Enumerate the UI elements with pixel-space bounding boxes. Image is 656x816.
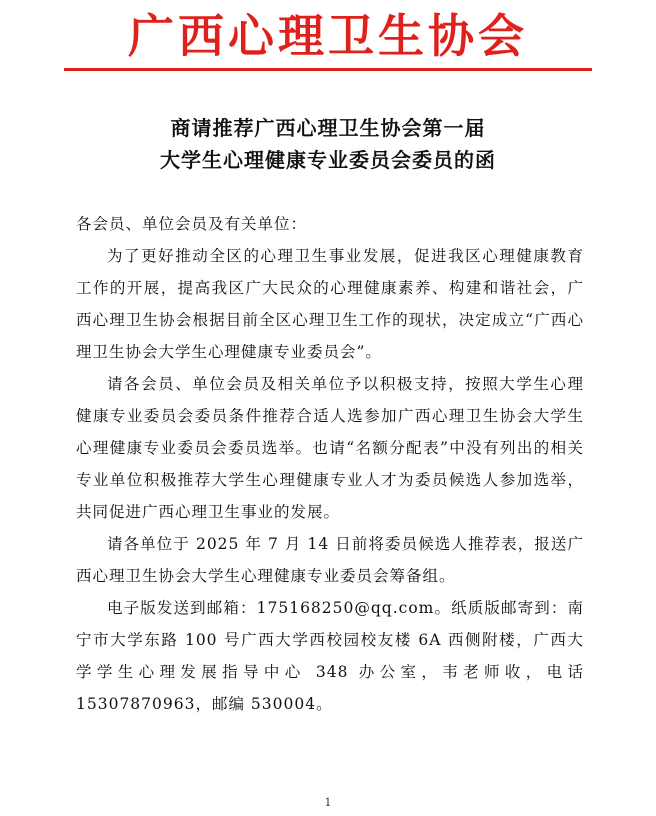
letterhead-red-rule [64,68,592,71]
document-title [60,112,596,176]
paragraph-contact: 电子版发送到邮箱：175168250@qq.com。纸质版邮寄到：南宁市大学东路 100 号广西大学西校园校友楼 6A 西侧附楼，广西大学学生心理发展指导中心 348 办公室，韦老师收，电话15307870963，邮编 530004。 [76,599,584,713]
letterhead-org-name: 广西心理卫生协会 [128,9,528,63]
paragraph-purpose: 为了更好推动全区的心理卫生事业发展，促进我区心理健康教育工作的开展，提高我区广大民众的心理健康素养、构建和谐社会，广西心理卫生协会根据目前全区心理卫生工作的现状，决定成立“广西心理卫生协会大学生心理健康专业委员会”。 [76,247,584,361]
title-line-2: 大学生心理健康专业委员会委员的函 [160,148,496,172]
title-line-1: 商请推荐广西心理卫生协会第一届 [170,116,486,140]
salutation: 各会员、单位会员及有关单位： [76,215,308,233]
letter-body [76,208,584,720]
page-number: 1 [324,796,332,809]
paragraph-request: 请各会员、单位会员及相关单位予以积极支持，按照大学生心理健康专业委员会委员条件推荐合适人选参加广西心理卫生协会大学生心理健康专业委员会委员选举。也请“名额分配表”中没有列出的相关专业单位积极推荐大学生心理健康专业人才为委员候选人参加选举，共同促进广西心理卫生事业的发展。 [76,375,584,521]
paragraph-deadline: 请各单位于 2025 年 7 月 14 日前将委员候选人推荐表，报送广西心理卫生协会大学生心理健康专业委员会筹备组。 [76,535,584,585]
